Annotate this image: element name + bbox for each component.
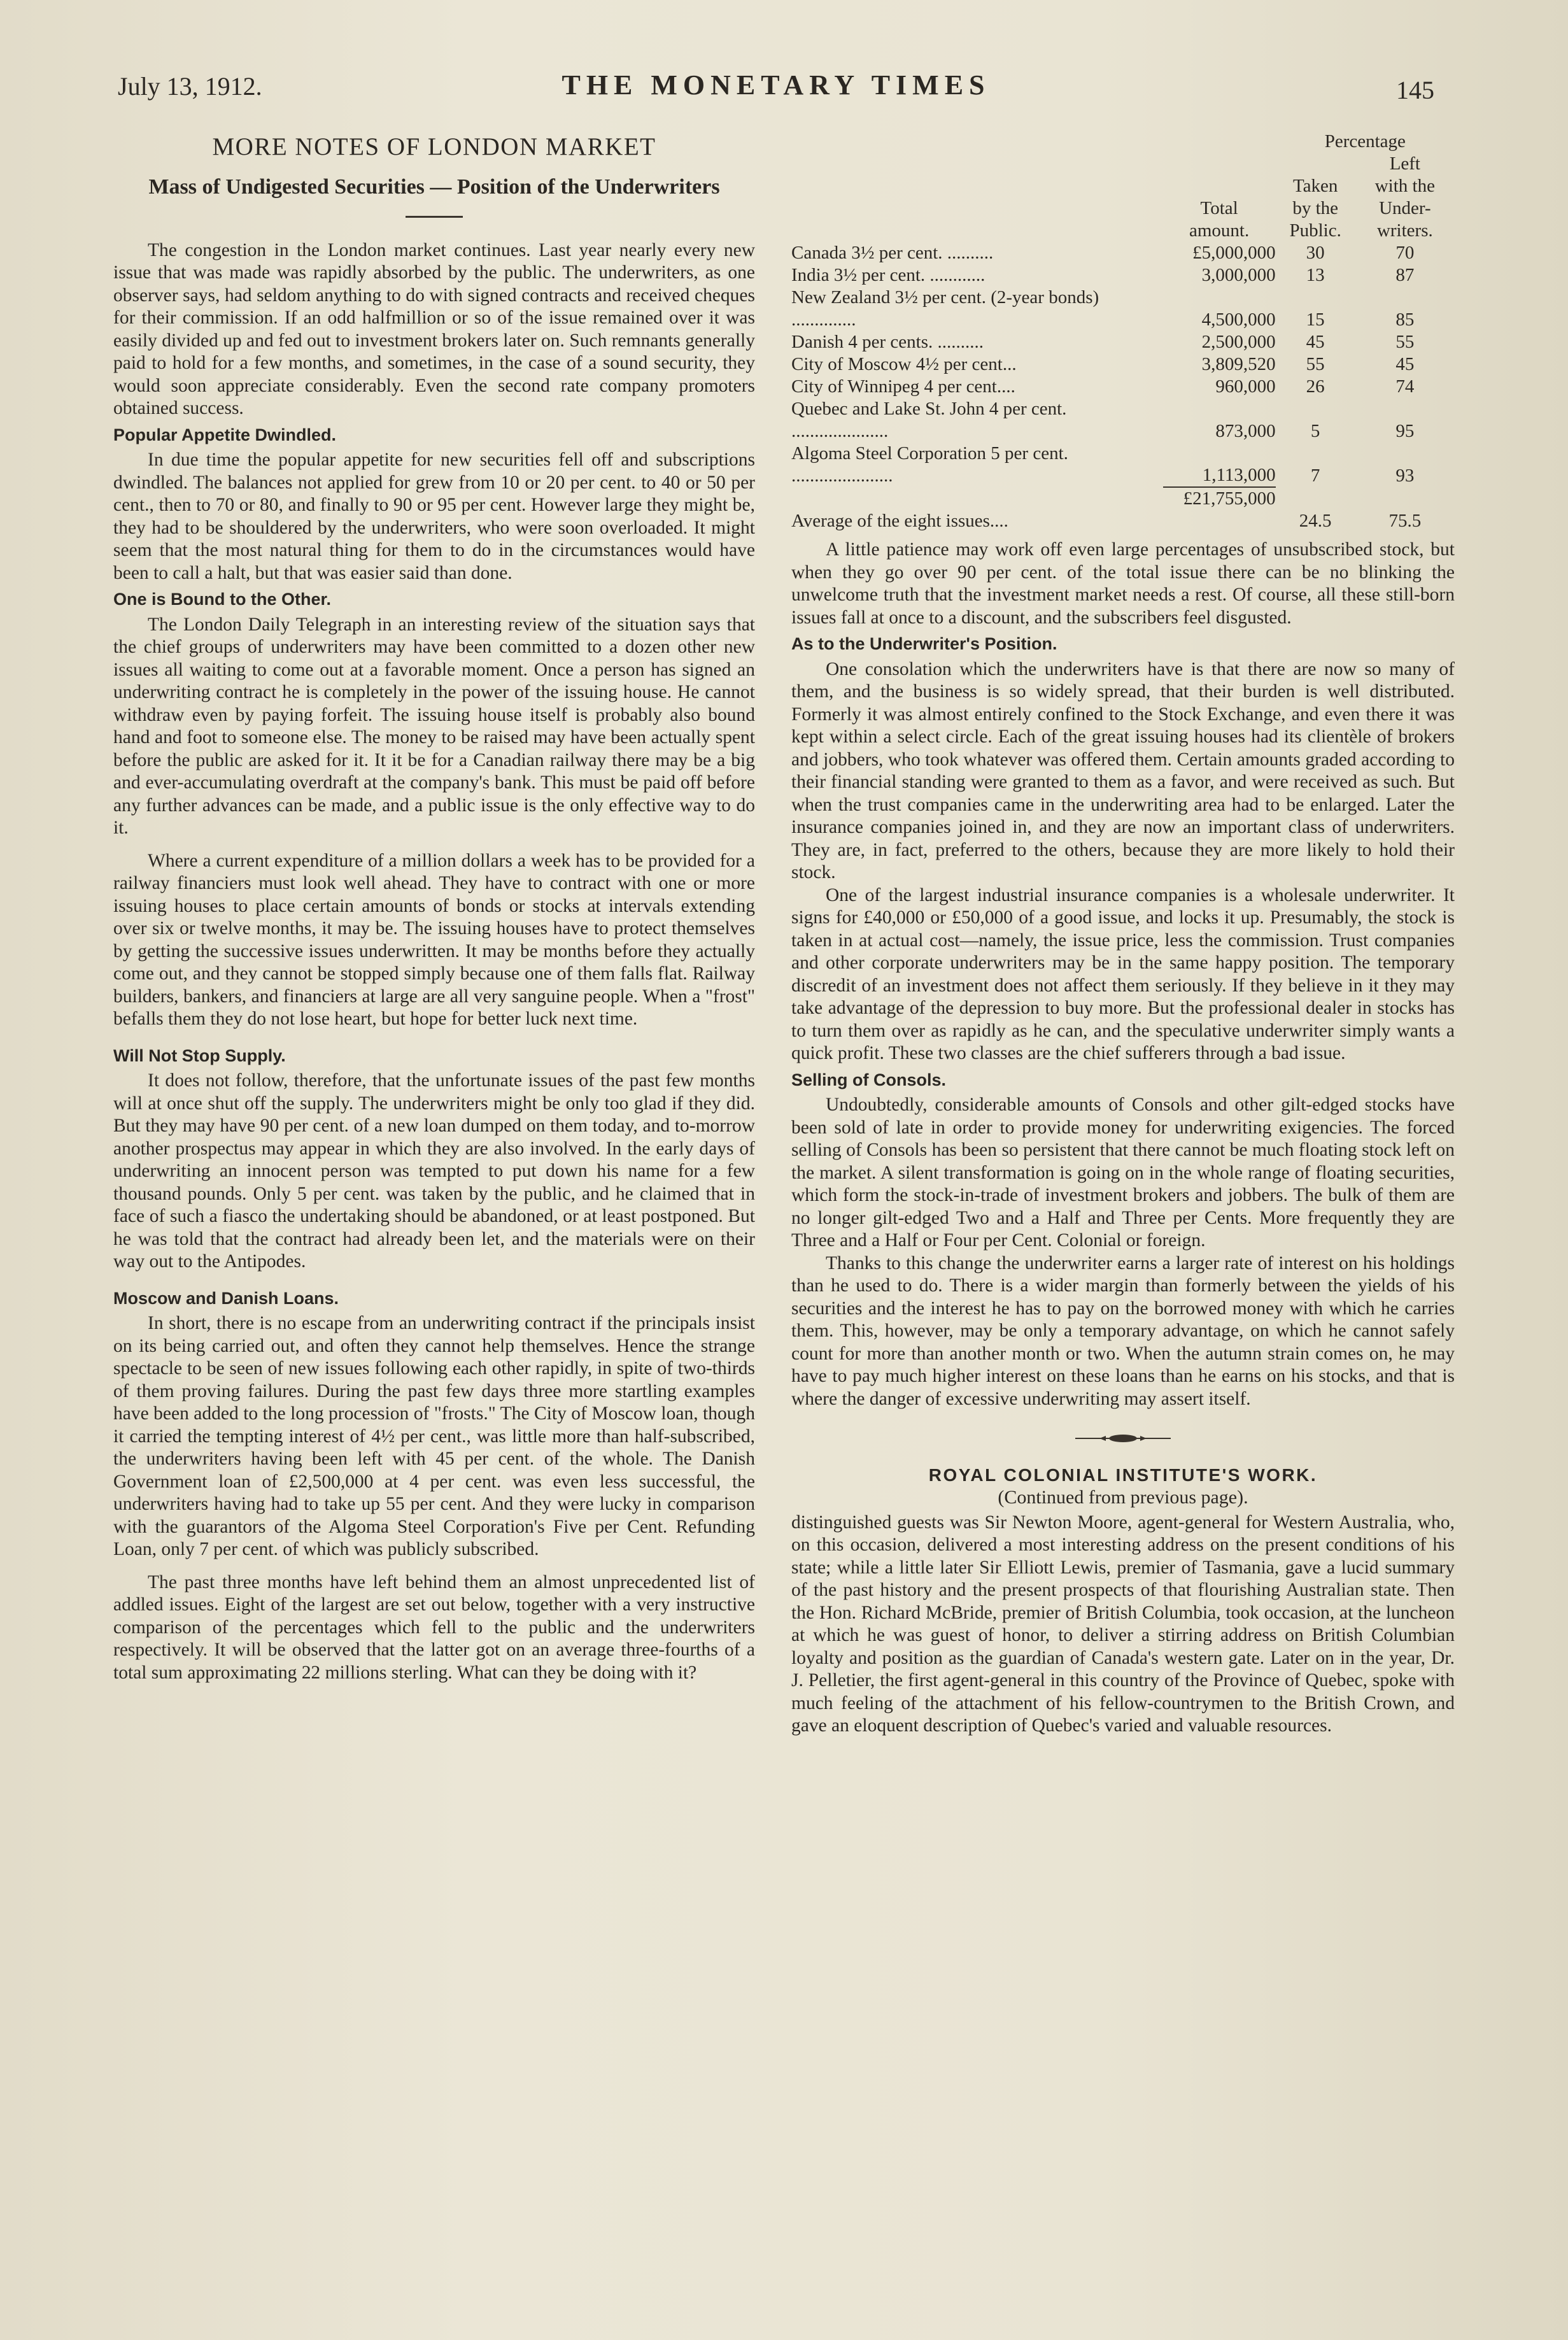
table-row	[791, 331, 1455, 353]
total-amount-cell: 2,500,000	[1201, 332, 1276, 352]
issue-name-cell: Algoma Steel Corporation 5 per cent. ......................	[791, 443, 1068, 486]
issue-name-cell: Danish 4 per cents. ..........	[791, 332, 984, 352]
section-heading: As to the Underwriter's Position.	[791, 634, 1057, 653]
total-amount-cell: £5,000,000	[1192, 243, 1276, 263]
left-with-underwriters-cell: 70	[1395, 243, 1415, 263]
section-heading: Will Not Stop Supply.	[113, 1046, 286, 1065]
table-row	[791, 398, 1455, 443]
issues-table	[791, 131, 1455, 532]
table-average-row	[791, 510, 1455, 532]
table-row	[791, 242, 1455, 264]
table-total-row	[791, 487, 1455, 510]
issue-name-cell: Quebec and Lake St. John 4 per cent. .....................	[791, 399, 1067, 441]
average-underwriters: 75.5	[1388, 511, 1422, 531]
taken-by-public-cell: 15	[1306, 309, 1325, 330]
issue-name-cell: Canada 3½ per cent. ..........	[791, 243, 994, 263]
taken-by-public-cell: 7	[1310, 465, 1320, 486]
left-with-underwriters-cell: 87	[1395, 265, 1415, 285]
left-with-underwriters-cell: 95	[1395, 421, 1415, 441]
taken-by-public-cell: 30	[1306, 243, 1325, 263]
section-paragraph: The past three months have left behind them an almost unprecedented list of addled issues. Eight of the largest are set out below, together with a very instructive comparison of the percentages which fell to the public and the underwriters respectively. It will be observed that the latter got on an average three-fourths of a total sum approximating 22 millions sterling. What can they be doing with it?	[113, 1571, 755, 1683]
section-paragraph: Where a current expenditure of a million dollars a week has to be provided for a railway financiers must look well ahead. They have to contract with one or more issuing houses to place certain amounts of bonds or stocks at intervals extending over six or twelve months, it may be. The issuing houses have to protect themselves by getting the successive issues underwritten. It may be months before they actually come out, and they cannot be stopped simply because one of them falls flat. Railway builders, bankers, and financiers at large are all very sanguine people. When a "frost" befalls them they do not lose heart, but hope for better luck next time.	[113, 850, 755, 1029]
continued-note: (Continued from previous page).	[998, 1487, 1248, 1508]
taken-by-public-cell: 55	[1306, 354, 1325, 374]
table-body	[791, 242, 1455, 487]
section-heading: Selling of Consols.	[791, 1070, 947, 1089]
right-column	[791, 131, 1455, 1738]
left-with-underwriters-cell: 85	[1395, 309, 1415, 330]
left-with-underwriters-cell: 74	[1395, 376, 1415, 397]
total-amount-cell: 1,113,000	[1202, 465, 1276, 485]
paragraph-gap	[113, 840, 755, 850]
section-divider-ornament	[791, 1427, 1455, 1450]
page-header	[118, 71, 1434, 110]
divider-ornament-icon	[1075, 1434, 1171, 1443]
table-row	[791, 443, 1455, 487]
publication-title: THE MONETARY TIMES	[562, 69, 991, 101]
table-group-header-row	[791, 131, 1455, 153]
paragraph-gap	[113, 1561, 755, 1571]
total-amount-cell: 873,000	[1215, 421, 1276, 441]
section-paragraph: In short, there is no escape from an underwriting contract if the principals insist on its being carried out, and often they cannot help themselves. Hence the strange spectacle to be seen of new issues following each other rapidly, in spite of two-thirds of them proving failures. During the past few days three more startling examples have been added to the long procession of "frosts." The City of Moscow loan, though it carried the tempting interest of 4½ per cent., was little more than half-subscribed, the underwriters having been left with 45 per cent. of the whole. The Danish Government loan of £2,500,000 at 4 per cent. was even less successful, the underwriters having had to take up 55 per cent. And they were lucky in comparison with the guarantors of the Algoma Steel Corporation's Five per Cent. Refunding Loan, only 7 per cent. of which was publicly subscribed.	[113, 1313, 755, 1559]
taken-by-public-cell: 5	[1310, 421, 1320, 441]
table-header-row	[791, 153, 1455, 242]
issue-name-cell: City of Moscow 4½ per cent...	[791, 354, 1017, 374]
total-amount-cell: 960,000	[1215, 376, 1276, 397]
article-title: MORE NOTES OF LONDON MARKET	[212, 133, 656, 160]
taken-by-public-header: Taken by the Public.	[1289, 176, 1341, 241]
table-row	[791, 353, 1455, 376]
section-heading: Moscow and Danish Loans.	[113, 1288, 339, 1308]
total-amount-cell: 3,000,000	[1201, 265, 1276, 285]
section-paragraph: It does not follow, therefore, that the unfortunate issues of the past few months will at once shut off the supply. The underwriters might be only too glad if they did. But they may have 90 per cent. of a new loan dumped on them today, and to-morrow another prospectus may appear in which they are also involved. In the early days of underwriting an innocent person was tempted to put down his name for a few thousand pounds. Only 5 per cent. was taken by the public, and he claimed that in face of such a fiasco the undertaking should be abandoned, or at least postponed. But he was told that the contract had already been let, and the materials were on their way out to the Antipodes.	[113, 1070, 755, 1272]
total-amount-cell: 3,809,520	[1201, 354, 1276, 374]
issue-name-cell: City of Winnipeg 4 per cent....	[791, 376, 1015, 397]
average-public: 24.5	[1299, 511, 1332, 531]
second-article-paragraph: distinguished guests was Sir Newton Moore, agent-general for Western Australia, who, on this occasion, delivered a most interesting address on the present conditions of his state; while a little later Sir Elliott Lewis, premier of Tasmania, gave a lucid summary of the past history and the present prospects of that flourishing Australian state. Then the Hon. Richard McBride, premier of British Columbia, took occasion, at the luncheon at which he was guest of honor, to deliver a stirring address on British Columbian loyalty and position as the guardian of Canada's western gate. Later on in the year, Dr. J. Pelletier, the first agent-general in this country of the Province of Quebec, spoke with much feeling of the attachment of his fellow-countrymen to the British Crown, and gave an eloquent description of Quebec's varied and valuable resources.	[791, 1512, 1455, 1736]
section-paragraph: In due time the popular appetite for new securities fell off and subscriptions dwindled. The balances not applied for grew from 10 or 20 per cent. to 40 or 50 per cent., then to 70 or 80, and finally to 90 or 95 per cent. However large they might be, they had to be shouldered by the underwriters, who were soon overloaded. It might seem that the most natural thing for them to do in the circumstances would have been to call a halt, but that was easier said than done.	[113, 450, 755, 583]
article-subtitle: Mass of Undigested Securities — Position of the Underwriters	[148, 174, 720, 199]
percentage-header: Percentage	[1324, 131, 1406, 152]
issue-name-cell: New Zealand 3½ per cent. (2-year bonds) ..............	[791, 287, 1099, 330]
taken-by-public-cell: 45	[1306, 332, 1325, 352]
average-label: Average of the eight issues....	[791, 511, 1008, 531]
section-paragraph: Thanks to this change the underwriter earns a larger rate of interest on his holdings than he used to do. There is a wider margin than formerly between the yields of his securities and the interest he has to pay on the borrowed money with which he carries them. This, however, may be only a temporary advantage, on which he cannot safely count for more than another month or two. When the autumn strain comes on, he may have to pay much higher interest on these loans than he earns on his stocks, and that is where the danger of excessive underwriting may assert itself.	[791, 1252, 1455, 1409]
total-amount-header: Total amount.	[1189, 198, 1250, 241]
after-table-paragraph: A little patience may work off even large percentages of unsubscribed stock, but when they go over 90 per cent. of the total issue there can be no blinking the unwelcome truth that the investment market needs a rest. Of course, all these still-born issues fall at once to a discount, and the subscribers feel disgusted.	[791, 539, 1455, 628]
section-paragraph: Undoubtedly, considerable amounts of Consols and other gilt-edged stocks have been sold of late in order to provide money for underwriting exigencies. The forced selling of Consols has been so persistent that there cannot be much floating stock left on the market. A silent transformation is going on in the whole range of floating securities, which form the stock-in-trade of investment brokers and jobbers. The bulk of them are no longer gilt-edged Two and a Half and Three per Cents. More frequently they are Three and a Half or Four per Cent. Colonial or foreign.	[791, 1095, 1455, 1251]
second-article-title: ROYAL COLONIAL INSTITUTE'S WORK.	[928, 1464, 1318, 1485]
taken-by-public-cell: 26	[1306, 376, 1325, 397]
section-paragraph: The London Daily Telegraph in an interesting review of the situation says that the chief groups of underwriters may have been committed to a dozen other new issues all waiting to come out at a favorable moment. Once a person has signed an underwriting contract he is completely in the power of the issuing house. He cannot withdraw even by paying forfeit. The issuing house itself is probably also bound hand and foot to someone else. The money to be raised may have been actually spent before the public are asked for it. It it be for a Canadian railway there may be a big and ever-accumulating overdraft at the company's bank. This must be paid off before any further advances can be made, and a public issue is the only effective way to do it.	[113, 614, 755, 838]
intro-paragraph: The congestion in the London market continues. Last year nearly every new issue that was made was rapidly absorbed by the public. The underwriters, as one observer says, had seldom anything to do with signed contracts and received cheques for their commission. If an odd halfmillion or so of the issue remained over it was easily divided up and fed out to investment brokers later on. Such remnants generally paid to hold for a few months, and sometimes, in the case of a sound security, they would soon appreciate considerably. Even the second rate company promoters obtained success.	[113, 239, 755, 418]
section-heading: One is Bound to the Other.	[113, 590, 332, 609]
total-amount-cell: 4,500,000	[1201, 309, 1276, 330]
section-paragraph: One of the largest industrial insurance companies is a wholesale underwriter. It signs for £40,000 or £50,000 of a good issue, and locks it up. Presumably, the stock is taken in at actual cost—namely, the issue price, less the commission. Trust companies and other corporate underwriters may be in the same happy position. The temporary discredit of an investment does not affect them seriously. If they believe in it they may take advantage of the depression to buy more. But the professional dealer in stocks has to turn them over as rapidly as he can, and the speculative underwriter simply wants a quick profit. These two classes are the chief sufferers through a bad issue.	[791, 884, 1455, 1063]
table-row	[791, 376, 1455, 398]
paragraph-gap	[113, 1273, 755, 1284]
section-paragraph: One consolation which the underwriters have is that there are now so many of them, and the business is so widely spread, that their burden is well distributed. Formerly it was almost entirely confined to the Stock Exchange, and even there it was kept within a select circle. Each of the great issuing houses had its clientèle of brokers and jobbers, who took whatever was offered them. Certain amounts graded according to their financial standing were granted to them as a favor, and were received as such. But when the trust companies came in the underwriting area had to be enlarged. Later the insurance companies joined in, and they are now an important class of underwriters. They are, in fact, preferred to the others, because they are more likely to hold their stock.	[791, 658, 1455, 883]
issue-date: July 13, 1912.	[118, 72, 262, 101]
left-column	[113, 131, 755, 1684]
left-with-underwriters-cell: 45	[1395, 354, 1415, 374]
taken-by-public-cell: 13	[1306, 265, 1325, 285]
left-with-underwriters-cell: 93	[1395, 465, 1415, 486]
issue-name-cell: India 3½ per cent. ............	[791, 265, 985, 285]
table-row	[791, 264, 1455, 287]
paragraph-gap	[113, 1031, 755, 1041]
left-with-underwriters-cell: 55	[1395, 332, 1415, 352]
title-rule	[406, 216, 463, 218]
table-row	[791, 287, 1455, 331]
page-number: 145	[1396, 76, 1434, 104]
left-with-underwriters-header: Left with the Under- writers.	[1374, 153, 1435, 241]
section-heading: Popular Appetite Dwindled.	[113, 425, 337, 444]
grand-total: £21,755,000	[1163, 487, 1276, 510]
